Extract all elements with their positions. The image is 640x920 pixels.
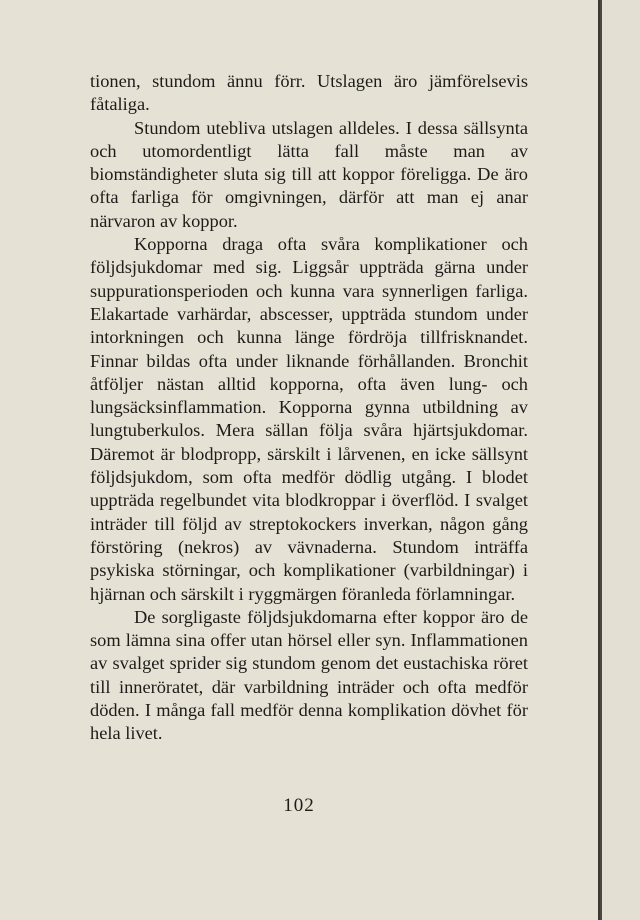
page-number: 102 <box>283 795 315 816</box>
paragraph-4: De sorgligaste följdsjukdomarna efter koppor äro de som lämna sina offer utan hörsel eller syn. Inflammationen av svalget sprider sig stundom genom det eustachiska röret till inneröratet, där varbildning inträder och ofta medför döden. I många fall medför denna komplikation dövhet för hela livet. <box>90 606 528 744</box>
paragraph-3: Kopporna draga ofta svåra komplikationer och följdsjukdomar med sig. Liggsår uppträda gärna under suppurationsperioden och kunna vara synnerligen farliga. Elakartade varhärdar, abscesser, uppträda stundom under intorkningen och kunna länge fördröja tillfrisknandet. Finnar bildas ofta under liknande förhållanden. Bronchit åtföljer nästan alltid kopporna, ofta även lung- och lungsäcksinflammation. Kopporna gynna utbildning av lungtuberkulos. Mera sällan följa svåra hjärtsjukdomar. Däremot är blodpropp, särskilt i lårvenen, en icke sällsynt följdsjukdom, som ofta medför dödlig utgång. I blodet uppträda regelbundet vita blodkroppar i överflöd. I svalget inträder till följd av streptokockers inverkan, någon gång förstöring (nekros) av vävnaderna. Stundom inträffa psykiska störningar, och komplikationer (varbildningar) i hjärnan och särskilt i ryggmärgen föranleda förlamningar. <box>90 234 528 604</box>
body-text <box>90 70 528 746</box>
adjacent-page-edge <box>600 0 640 920</box>
paragraph-2: Stundom utebliva utslagen alldeles. I dessa sällsynta och utomordentligt lätta fall måste man av biomständigheter sluta sig till att koppor föreligga. De äro ofta farliga för omgivningen, därför att man ej anar närvaron av koppor. <box>90 117 528 231</box>
paragraph-1: tionen, stundom ännu förr. Utslagen äro jämförelsevis fåtaliga. <box>90 71 528 115</box>
